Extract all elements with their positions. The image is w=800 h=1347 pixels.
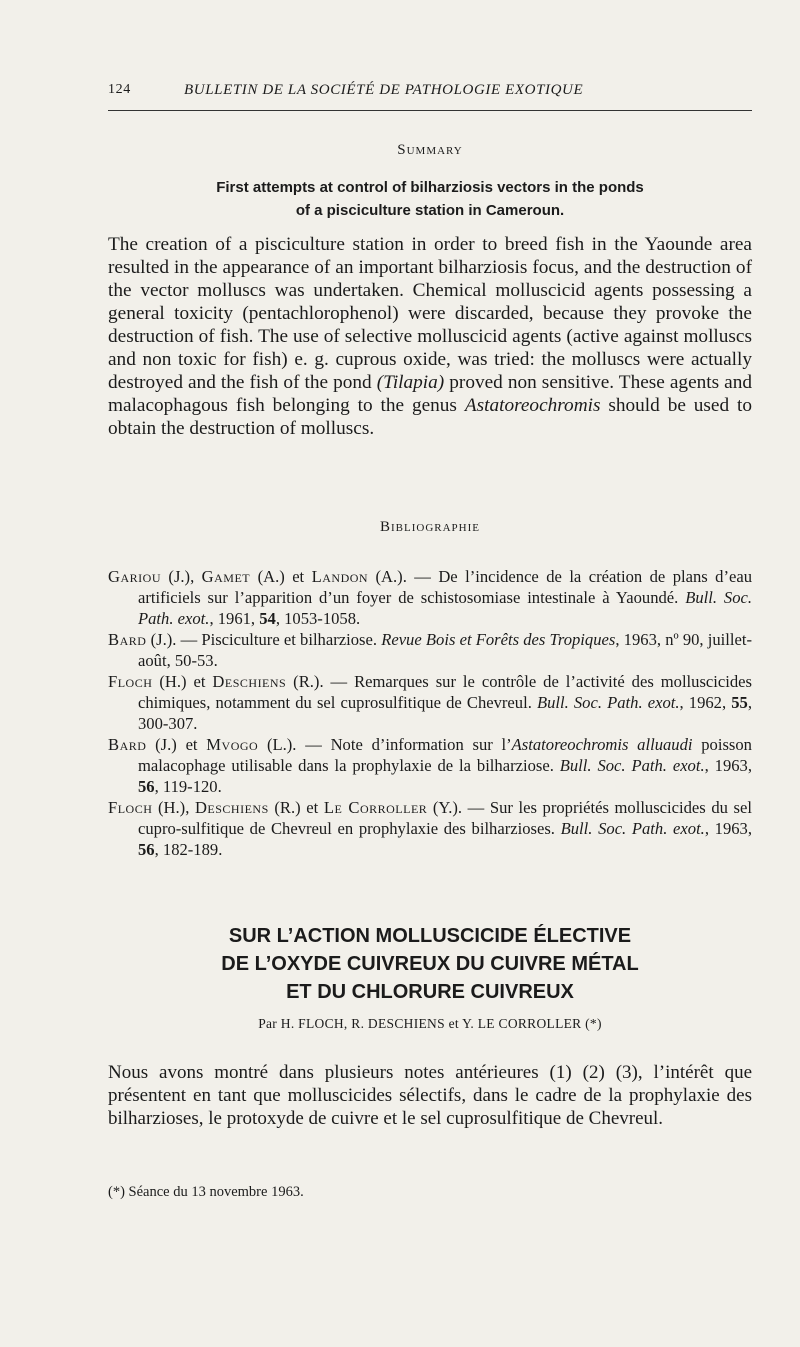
ref-author: Deschiens (194, 798, 269, 817)
reference-item (108, 629, 752, 671)
ref-initials: (L.). — (258, 735, 331, 754)
ref-author: Landon (311, 567, 369, 586)
ref-year: , 1963, (704, 819, 752, 838)
ref-journal: Bull. Soc. Path. exot. (138, 588, 752, 628)
ref-author: Bard (108, 735, 147, 754)
ref-initials: (H.) et (152, 672, 213, 691)
ref-initials: (J.). — (146, 630, 202, 649)
summary-text: proved non sensitive. These agents and malacophagous fish belonging to the genus (108, 372, 753, 416)
ref-initials: (R.). — (286, 672, 355, 691)
ref-author: Gariou (108, 567, 161, 586)
ref-author: Gamet (201, 567, 251, 586)
ref-initials: (Y.). — (427, 798, 490, 817)
ref-species: Astatoreochromis alluaudi (511, 735, 693, 754)
article-title-line: ET DU CHLORURE CUIVREUX (286, 981, 574, 1003)
article-intro-paragraph: Nous avons montré dans plusieurs notes antérieures (1) (2) (3), l’intérêt que présentent en tant que molluscicides sélectifs, dans le cadre de la prophylaxie des bilharzioses, le protoxyde de cuivre et le sel cuprosulfitique de Chevreul. (108, 1062, 752, 1129)
summary-genus-tilapia: (Tilapia) (376, 372, 445, 393)
bibliography-heading: Bibliographie (380, 519, 480, 535)
reference-item (108, 797, 752, 860)
page-number: 124 (108, 82, 131, 97)
journal-title: BULLETIN DE LA SOCIÉTÉ DE PATHOLOGIE EXOTIQUE (184, 82, 584, 98)
ref-initials: (A.). — (368, 567, 439, 586)
ref-year: , 1961, (209, 609, 260, 628)
ref-author: Bard (108, 630, 147, 649)
header-rule (108, 110, 752, 111)
summary-genus-astatoreochromis: Astatoreochromis (464, 395, 601, 416)
article-title-line: DE L’OXYDE CUIVREUX DU CUIVRE MÉTAL (221, 953, 639, 975)
ref-pages: , 119-120. (154, 777, 222, 796)
reference-item (108, 566, 752, 629)
ref-initials: (A.) et (250, 567, 312, 586)
ref-author: Floch (108, 798, 153, 817)
ref-year: , 1963, (704, 756, 753, 775)
summary-text: should be used to obtain the destruction of molluscs. (108, 395, 752, 439)
ref-journal: Bull. Soc. Path. exot. (560, 819, 705, 838)
ref-journal: Bull. Soc. Path. exot. (559, 756, 705, 775)
ref-title: Pisciculture et bilharziose. (201, 630, 382, 649)
ref-title: De l’incidence de la création de plans d’eau artificiels sur l’apparition d’un foyer de schistosomiase intestinale à Yaoundé. (138, 567, 753, 607)
ref-author: Mvogo (206, 735, 259, 754)
reference-list (108, 566, 752, 860)
reference-item (108, 734, 752, 797)
footnote: (*) Séance du 13 novembre 1963. (108, 1184, 304, 1200)
ref-volume: 55 (731, 693, 748, 712)
ref-author: Le Corroller (323, 798, 428, 817)
summary-paragraph (108, 233, 752, 440)
reference-item (108, 671, 752, 734)
ref-initials: (J.) et (146, 735, 207, 754)
summary-text: The creation of a pisciculture station in order to breed fish in the Yaounde area resulted in the appearance of an important bilharziosis focus, and the destruction of the vector molluscs was undertaken. Chemical molluscicid agents possessing a general toxicity (pentachlorophenol) were discarded, because they provoke the destruction of fish. The use of selective molluscicid agents (active against molluscs and non toxic for fish) e. g. cuprous oxide, was tried: the molluscs were actually destroyed and the fish of the pond (108, 234, 752, 393)
ref-year: , 1962, (679, 693, 732, 712)
summary-title-line: First attempts at control of bilharziosis vectors in the ponds (216, 179, 644, 196)
ref-title: Sur les propriétés molluscicides du sel cupro-sulfitique de Chevreul en prophylaxie des bilharzioses. (138, 798, 752, 838)
summary-heading: Summary (397, 142, 463, 158)
ref-author: Floch (108, 672, 153, 691)
article-byline: Par H. FLOCH, R. DESCHIENS et Y. LE CORROLLER (*) (258, 1016, 602, 1031)
ref-author: Deschiens (212, 672, 287, 691)
ref-title: poisson malacophage utilisable dans la prophylaxie de la bilharziose. (138, 735, 752, 775)
ref-initials: (R.) et (268, 798, 324, 817)
article-title-line: SUR L’ACTION MOLLUSCICIDE ÉLECTIVE (228, 925, 632, 947)
ref-journal: Revue Bois et Forêts des Tropiques (381, 630, 616, 649)
ref-pages: , 300-307. (138, 693, 752, 733)
running-header (108, 80, 752, 106)
ref-details: , 1963, nº 90, juillet-août, 50-53. (138, 630, 752, 670)
ref-pages: , 182-189. (154, 840, 223, 859)
ref-pages: , 1053-1058. (275, 609, 361, 628)
ref-volume: 54 (259, 609, 276, 628)
summary-title-line: of a pisciculture station in Cameroun. (295, 202, 565, 219)
summary-title (108, 176, 752, 222)
ref-initials: (H.), (152, 798, 195, 817)
ref-volume: 56 (138, 777, 155, 796)
ref-journal: Bull. Soc. Path. exot. (536, 693, 680, 712)
ref-title: Note d’information sur l’ (330, 735, 512, 754)
ref-initials: (J.), (160, 567, 202, 586)
ref-volume: 56 (138, 840, 155, 859)
article-title (108, 922, 752, 1006)
ref-title: Remarques sur le contrôle de l’activité des molluscicides chimiques, notamment du sel cuprosulfitique de Chevreul. (138, 672, 752, 712)
